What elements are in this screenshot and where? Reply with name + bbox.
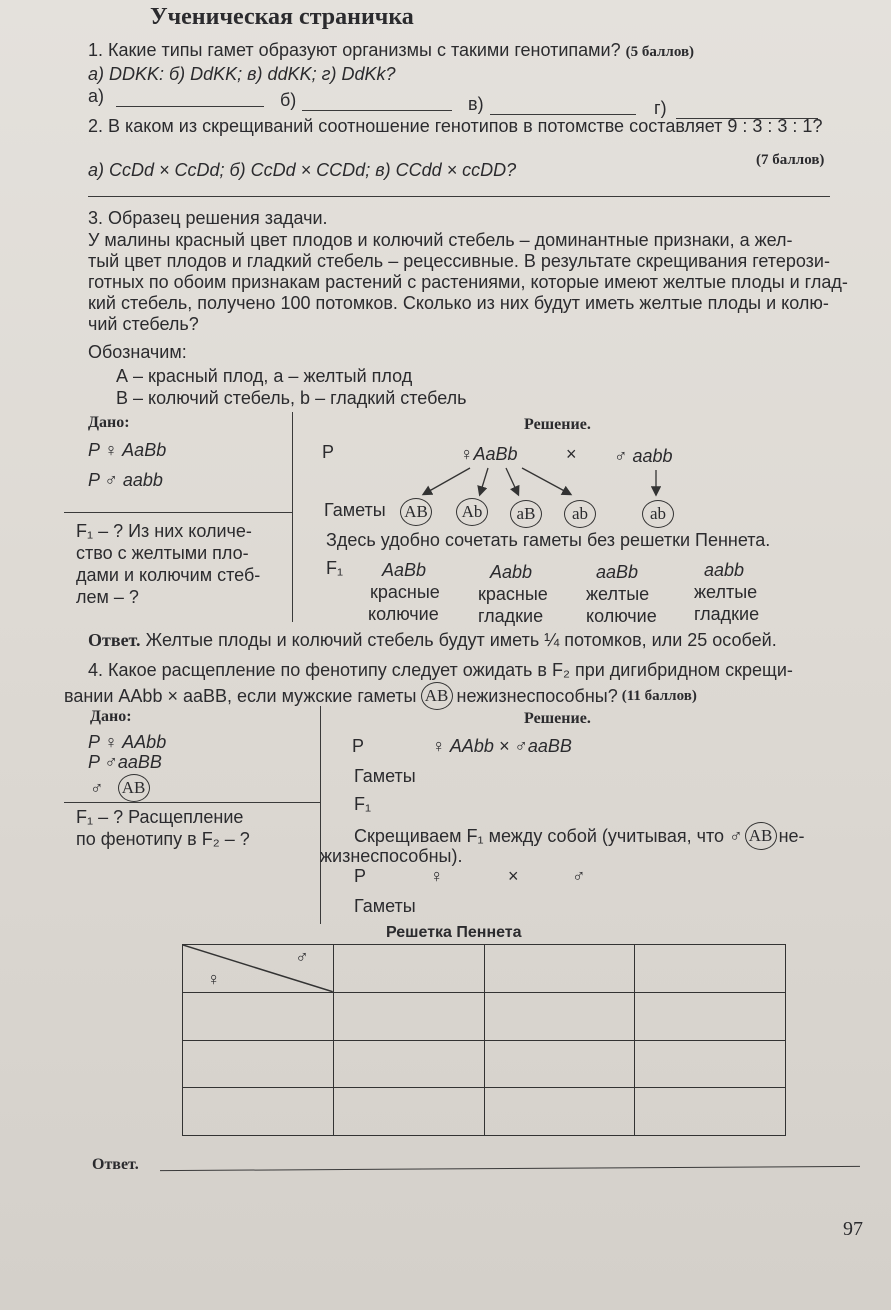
punnett-cell[interactable] <box>333 1040 484 1088</box>
q4-given-label: Дано: <box>90 708 132 725</box>
q4-p2-male: ♂ <box>572 866 586 886</box>
gamete-circle: AB <box>400 498 432 526</box>
q3-answer-label: Ответ. <box>88 630 141 650</box>
q3-text-line: готных по обоим признакам растений с растениями, которые имеют желтые плоды и глад- <box>88 272 848 292</box>
q3-given-2: P ♂ aabb <box>88 470 163 490</box>
q3-gamete-4 <box>564 500 596 528</box>
q4-p2-female: ♀ <box>430 866 444 886</box>
q1-blank-d-label: г) <box>654 98 667 118</box>
punnett-cell[interactable] <box>484 1088 635 1136</box>
q3-offspring-4-stem: гладкие <box>694 604 760 624</box>
q1-blank-b-label: б) <box>280 90 297 110</box>
q2-points: (7 баллов) <box>756 152 825 168</box>
q3-male-parent: ♂ aabb <box>614 446 673 466</box>
q4-solution-label: Решение. <box>524 710 591 727</box>
q4-points: (11 баллов) <box>621 687 697 704</box>
q1-blank-a-label: а) <box>88 86 105 106</box>
q3-text-line: тый цвет плодов и гладкий стебель – рецессивные. В результате скрещивания гетерози- <box>88 251 830 271</box>
q4-cross-text-b: не- <box>778 825 805 846</box>
q3-cross-sign: × <box>566 444 577 464</box>
q4-p-label: P <box>352 736 365 756</box>
q3-offspring-2-color: красные <box>478 584 548 604</box>
q3-find-line: F₁ – ? Из них количе- <box>76 521 252 541</box>
punnett-cell[interactable] <box>635 1088 786 1136</box>
q3-offspring-3-color: желтые <box>586 584 650 604</box>
punnett-cell[interactable] <box>333 945 484 993</box>
q4-given-3 <box>90 774 150 802</box>
punnett-cell[interactable] <box>484 945 635 993</box>
q4-gametes2-label: Гаметы <box>354 896 416 916</box>
punnett-corner-cell <box>183 945 334 993</box>
punnett-cell[interactable] <box>183 1040 334 1088</box>
male-symbol: ♂ <box>90 777 104 798</box>
punnett-cell[interactable] <box>484 992 635 1040</box>
q3-offspring-1-stem: колючие <box>368 604 439 624</box>
q3-answer <box>88 630 777 651</box>
punnett-grid <box>182 944 786 1136</box>
q4-p-cross: ♀ AAbb × ♂aaBB <box>432 736 572 756</box>
punnett-cell[interactable] <box>635 945 786 993</box>
q2-question: 2. В каком из скрещиваний соотношение генотипов в потомстве составляет 9 : 3 : 3 : 1? <box>88 116 823 136</box>
q4-vertical-divider <box>320 706 321 924</box>
gamete-circle: Ab <box>456 498 488 526</box>
q3-offspring-4-color: желтые <box>694 582 758 602</box>
q3-heading: 3. Образец решения задачи. <box>88 208 328 228</box>
punnett-cell[interactable] <box>635 992 786 1040</box>
punnett-cell[interactable] <box>183 992 334 1040</box>
q3-find-line: ство с желтыми пло- <box>76 543 249 563</box>
q4-p2-label: P <box>354 866 367 886</box>
q4-find <box>76 806 250 850</box>
q3-find-line: дами и колючим стеб- <box>76 565 261 585</box>
q3-text-line: чий стебель? <box>88 314 199 334</box>
q3-p-label: P <box>322 442 335 462</box>
q1-points: (5 баллов) <box>625 44 695 60</box>
q3-f1-label: F₁ <box>326 558 344 578</box>
q4-line-1: 4. Какое расщепление по фенотипу следует ожидать в F₂ при дигибридном скрещи- <box>88 660 793 680</box>
q3-offspring-1-color: красные <box>370 582 440 602</box>
q1-blank-c-label: в) <box>468 94 484 114</box>
punnett-cell[interactable] <box>183 1088 334 1136</box>
q3-gamete-2 <box>456 498 488 526</box>
gamete-circle: aB <box>510 500 542 528</box>
q4-given-gamete-circle: AB <box>118 774 150 802</box>
q4-line-2 <box>64 682 697 710</box>
q2-options: а) CcDd × CcDd; б) CcDd × CCDd; в) CCdd × ccDD? <box>88 160 517 180</box>
q4-given-2: P ♂aaBB <box>88 752 162 772</box>
q4-cross-text-a: Скрещиваем F₁ между собой (учитывая, что ♂ <box>354 825 743 846</box>
q4-gamete-circle: AB <box>421 682 453 710</box>
gamete-circle: ab <box>642 500 674 528</box>
q4-p2-cross: × <box>508 866 519 886</box>
punnett-cell[interactable] <box>635 1040 786 1088</box>
punnett-cell[interactable] <box>484 1040 635 1088</box>
q3-legend-2: В – колючий стебель, b – гладкий стебель <box>116 388 467 408</box>
q3-gamete-5 <box>642 500 674 528</box>
page-title: Ученическая страничка <box>150 4 414 30</box>
q4-given-1: P ♀ AAbb <box>88 732 167 752</box>
q3-offspring-3-stem: колючие <box>586 606 657 626</box>
q3-offspring-3-genotype: aaBb <box>596 562 639 582</box>
q3-text-line: У малины красный цвет плодов и колючий стебель – доминантные признаки, а жел- <box>88 230 793 250</box>
corner-diagonal <box>183 945 333 992</box>
q1-question-text: 1. Какие типы гамет образуют организмы с такими генотипами? <box>88 40 621 60</box>
q3-gamete-3 <box>510 500 542 528</box>
page-number: 97 <box>843 1218 863 1240</box>
q3-designate: Обозначим: <box>88 342 187 362</box>
q4-cross-gamete-circle: AB <box>745 822 777 850</box>
q4-find-line: F₁ – ? Расщепление <box>76 807 244 827</box>
q3-given-label: Дано: <box>88 414 130 431</box>
q3-offspring-1-genotype: AaBb <box>382 560 427 580</box>
q3-solution-label: Решение. <box>524 416 591 433</box>
q4-f1-label: F₁ <box>354 794 372 814</box>
q3-offspring-2-genotype: Aabb <box>490 562 533 582</box>
q3-female-parent: ♀AaBb <box>460 444 518 464</box>
punnett-male-symbol: ♂ <box>295 947 309 967</box>
q3-answer-text: Желтые плоды и колючий стебель будут иметь ¼ потомков, или 25 особей. <box>145 630 777 650</box>
punnett-cell[interactable] <box>333 1088 484 1136</box>
q3-find-line: лем – ? <box>76 587 139 607</box>
q4-cross-text-c: жизнеспособны). <box>320 846 463 866</box>
q3-text-line: кий стебель, получено 100 потомков. Сколько из них будут иметь желтые плоды и колю- <box>88 293 829 313</box>
q4-line-2-a: вании AAbb × aaBB, если мужские гаметы <box>64 685 417 706</box>
q4-given-divider <box>64 802 320 803</box>
q3-gamete-1 <box>400 498 432 526</box>
punnett-title: Решетка Пеннета <box>386 924 522 941</box>
q4-line-2-b: нежизнеспособны? <box>456 685 618 706</box>
q4-gametes-label: Гаметы <box>354 766 416 786</box>
q3-note: Здесь удобно сочетать гаметы без решетки Пеннета. <box>326 530 771 550</box>
q3-offspring-2-stem: гладкие <box>478 606 544 626</box>
punnett-female-symbol: ♀ <box>207 968 221 989</box>
q3-gametes-label: Гаметы <box>324 500 386 520</box>
q3-offspring-4-genotype: aabb <box>704 560 745 580</box>
q4-find-line: по фенотипу в F₂ – ? <box>76 829 250 849</box>
final-answer-label: Ответ. <box>92 1156 139 1173</box>
q3-given-1: P ♀ AaBb <box>88 440 167 460</box>
q3-legend-1: А – красный плод, а – желтый плод <box>116 366 413 386</box>
gamete-circle: ab <box>564 500 596 528</box>
q1-options: а) DDKK: б) DdKK; в) ddKK; г) DdKk? <box>88 64 396 84</box>
punnett-cell[interactable] <box>333 992 484 1040</box>
